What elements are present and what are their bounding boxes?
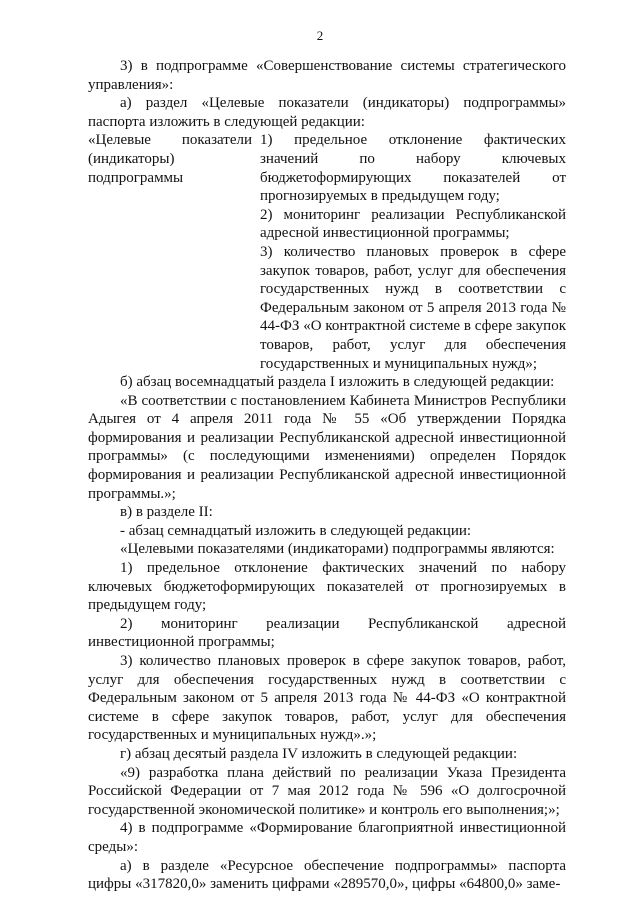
paragraph: в) в разделе II: [120,504,213,521]
paragraph: 3) количество плановых проверок в сфере закупок товаров, работ, услуг для обеспечения государственных нужд в соответствии с Федеральным законом от 5 апреля 2013 года № 44-ФЗ «О контрактной системе в сфере закупок товаров, работ, услуг для обеспечения государственных и муниципальных нужд».»; [88,653,566,744]
paragraph: «9) разработка плана действий по реализации Указа Президента Российской Федерации от 7 мая 2012 года № 596 «О долгосрочной государственной экономической политике» и контроль его выполнения;»; [88,764,566,818]
page-number: 2 [316,28,324,43]
paragraph: а) раздел «Целевые показатели (индикаторы) подпрограммы» паспорта изложить в следующей редакции: [88,95,566,130]
paragraph: 1) предельное отклонение фактических значений по набору ключевых бюджетоформирующих показателей от прогнозируемых в предыдущем году; [88,560,566,614]
paragraph: г) абзац десятый раздела IV изложить в следующей редакции: [120,745,518,762]
paragraph: 2) мониторинг реализации Республиканской адресной инвестиционной программы; [88,615,566,651]
paragraph: «Целевыми показателями (индикаторами) подпрограммы являются: [120,541,555,558]
passport-table-item: 1) предельное отклонение фактических значений по набору ключевых бюджетоформирующих показателей от прогнозируемых в предыдущем году; [260,132,566,205]
paragraph: 4) в подпрограмме «Формирование благоприятной инвестиционной среды»: [88,820,566,855]
passport-table-item: 3) количество плановых проверок в сфере закупок товаров, работ, услуг для обеспечения государственных нужд в соответствии с Федеральным законом от 5 апреля 2013 года № 44-ФЗ «О контрактной системе в сфере закупок товаров, работ, услуг для обеспечения государственных и муниципальных нужд»; [260,243,566,372]
passport-table [88,131,566,373]
document-body [88,57,566,894]
paragraph: а) в разделе «Ресурсное обеспечение подпрограммы» паспорта цифры «317820,0» заменить цифрами «289570,0», цифры «64800,0» заме- [88,857,566,893]
paragraph: - абзац семнадцатый изложить в следующей редакции: [120,522,472,539]
paragraph: 3) в подпрограмме «Совершенствование системы стратегического управления»: [88,58,566,93]
paragraph: б) абзац восемнадцатый раздела I изложить в следующей редакции: [120,374,555,391]
passport-table-values [260,131,566,373]
passport-table-label: «Целевые показатели (индикаторы) подпрограммы [88,132,252,186]
passport-table-item: 2) мониторинг реализации Республиканской адресной инвестиционной программы; [260,206,566,242]
paragraph: «В соответствии с постановлением Кабинета Министров Республики Адыгея от 4 апреля 2011 года № 55 «Об утверждении Порядка формирования и реализации Республиканской адресной инвестиционной программы» (с последующими изменениями) определен Порядок формирования и реализации Республиканской адресной инвестиционной программы.»; [88,392,566,502]
